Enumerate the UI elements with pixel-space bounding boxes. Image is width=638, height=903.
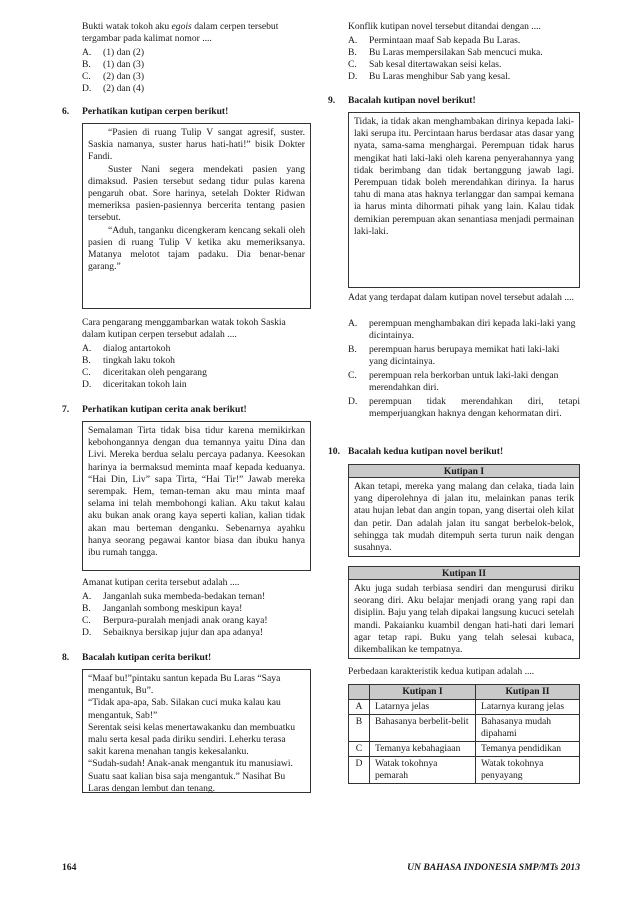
q9-passage: Tidak, ia tidak akan menghambakan dirinya kepada laki-laki serupa itu. Percintaan harus berdasar atas dasar yang nyata, sama-sama menghargai. Perempuan tidak harus mengikat hati laki-laki oleh karena penyerahannya yang tidak berimbang dan tidak bertanggung jawab lagi. Perempuan tidak boleh merendahkan dirinya. Ia harus tahu di mana atas haknya terlanggar dan sampai kemana ia harus minta dihormati pihak yang lain. Kalau tidak demikian perempuan akan senantiasa menjadi permainan laki-laki. bbox=[354, 116, 574, 237]
q10-excerpt1-title: Kutipan I bbox=[348, 464, 580, 478]
table-cell-col2: Watak tokohnya penyayang bbox=[476, 757, 580, 784]
q7-option-a-text: Janganlah suka membeda-bedakan teman! bbox=[103, 591, 266, 602]
q9-option-c[interactable]: C. bbox=[348, 370, 357, 381]
q7-title: Perhatikan kutipan cerita anak berikut! bbox=[82, 404, 247, 415]
table-row-letter: B bbox=[349, 715, 370, 742]
q6-option-b-text: tingkah laku tokoh bbox=[103, 355, 175, 366]
table-header-row bbox=[349, 685, 580, 700]
q8-passage-p4: “Sudah-sudah! Anak-anak mengantuk itu manusiawi. Suatu saat kalian bisa saja mengantuk.” Nasihat Bu Laras dengan lembut dan tenang. bbox=[88, 758, 293, 794]
q6-passage-p1: “Pasien di ruang Tulip V sangat agresif, suster. Saskia namanya, suster harus hati-hati!” bisik Dokter Fandi. bbox=[88, 127, 305, 163]
q7-option-b-text: Janganlah sombong meskipun kaya! bbox=[103, 603, 243, 614]
q5-option-d-text: (2) dan (4) bbox=[103, 83, 145, 94]
q8-option-a[interactable]: A. bbox=[348, 35, 358, 46]
table-row[interactable] bbox=[349, 700, 580, 715]
q9-option-a-text: perempuan menghambakan diri kepada laki-laki yang dicintainya. bbox=[369, 318, 576, 342]
q8-option-b-text: Bu Laras mempersilakan Sab mencuci muka. bbox=[369, 47, 543, 58]
table-row-letter: A bbox=[349, 700, 370, 715]
table-row-letter: D bbox=[349, 757, 370, 784]
q7-option-b[interactable]: B. bbox=[82, 603, 91, 614]
q6-stem: Cara pengarang menggambarkan watak tokoh Saskia dalam kutipan cerpen tersebut adalah .... bbox=[82, 317, 286, 341]
q6-title: Perhatikan kutipan cerpen berikut! bbox=[82, 106, 229, 117]
q7-stem: Amanat kutipan cerita tersebut adalah .... bbox=[82, 577, 240, 588]
q8-stem: Konflik kutipan novel tersebut ditandai dengan .... bbox=[348, 21, 541, 32]
q6-number: 6. bbox=[62, 106, 70, 117]
q5-option-d[interactable]: D. bbox=[82, 83, 92, 94]
q6-option-c-text: diceritakan oleh pengarang bbox=[103, 367, 207, 378]
table-cell-col1: Bahasanya berbelit-belit bbox=[370, 715, 476, 742]
q7-number: 7. bbox=[62, 404, 70, 415]
q6-passage-p3: “Aduh, tanganku dicengkeram kencang sekali oleh pasien di ruang Tulip V ketika aku memeriksanya. Matanya melotot tajam padaku. Dia benar-benar garang.” bbox=[88, 224, 305, 273]
q7-option-c[interactable]: C. bbox=[82, 615, 91, 626]
table-row[interactable] bbox=[349, 715, 580, 742]
q10-answer-table bbox=[348, 684, 580, 784]
q7-option-d[interactable]: D. bbox=[82, 627, 92, 638]
q10-excerpt2-box bbox=[348, 579, 580, 659]
q10-excerpt1-box bbox=[348, 477, 580, 557]
q7-passage-box bbox=[82, 421, 311, 571]
q9-option-c-text: perempuan rela berkorban untuk laki-laki dengan merendahkan diri. bbox=[369, 370, 559, 394]
q5-option-c-text: (2) dan (3) bbox=[103, 71, 145, 82]
page-number: 164 bbox=[62, 862, 77, 873]
q9-option-b-text: perempuan harus berupaya memikat hati laki-laki yang dicintainya. bbox=[369, 344, 560, 368]
q7-passage: Semalaman Tirta tidak bisa tidur karena memikirkan kebohongannya dengan dua temannya yaitu Dina dan Livi. Mereka berdua selalu percaya padanya. Keesokan harinya ia bermaksud meminta maaf kepada keduanya. “Hai Din, Liv” sapa Tirta, “Hai Tir!” Jawab mereka serempak. Hem, teman-teman aku mau minta maaf selama ini telah membohongi kalian. Aku takut kalau aku bukan anak orang kaya seperti kalian, kalian tidak akan mau berteman denganku. Sebenarnya ayahku hanya seorang pegawai kantor biasa dan ibuku hanya ibu rumah tangga. bbox=[88, 425, 305, 559]
table-cell-col1: Latarnya jelas bbox=[370, 700, 476, 715]
q8-option-c[interactable]: C. bbox=[348, 59, 357, 70]
q9-number: 9. bbox=[328, 95, 336, 106]
table-header-col1: Kutipan I bbox=[370, 685, 476, 700]
q8-passage-p1: “Maaf bu!”pintaku santun kepada Bu Laras “Saya mengantuk, Bu”. bbox=[88, 673, 281, 697]
q6-option-d-text: diceritakan tokoh lain bbox=[103, 379, 187, 390]
q6-option-d[interactable]: D. bbox=[82, 379, 92, 390]
table-cell-col1: Watak tokohnya pemarah bbox=[370, 757, 476, 784]
q10-title: Bacalah kedua kutipan novel berikut! bbox=[348, 446, 504, 457]
book-title: UN BAHASA INDONESIA SMP/MTs 2013 bbox=[407, 862, 580, 873]
table-cell-col2: Bahasanya mudah dipahami bbox=[476, 715, 580, 742]
q5-option-c[interactable]: C. bbox=[82, 71, 91, 82]
q5-option-a-text: (1) dan (2) bbox=[103, 47, 145, 58]
q5-option-b-text: (1) dan (3) bbox=[103, 59, 145, 70]
q7-option-d-text: Sebaiknya bersikap jujur dan apa adanya! bbox=[103, 627, 264, 638]
q9-option-a[interactable]: A. bbox=[348, 318, 358, 329]
table-cell-col2: Temanya pendidikan bbox=[476, 742, 580, 757]
q5-option-a[interactable]: A. bbox=[82, 47, 92, 58]
q10-stem: Perbedaan karakteristik kedua kutipan adalah .... bbox=[348, 666, 535, 677]
table-row[interactable] bbox=[349, 742, 580, 757]
q8-passage-p3: Serentak seisi kelas menertawakanku dan membuatku malu serta kesal pada diriku sendiri. Leherku terasa sakit karena menahan tangis kekesalanku. bbox=[88, 721, 295, 758]
q8-passage-p2: “Tidak apa-apa, Sab. Silakan cuci muka kalau kau mengantuk, Sab!” bbox=[88, 697, 281, 721]
q6-option-c[interactable]: C. bbox=[82, 367, 91, 378]
q6-option-a[interactable]: A. bbox=[82, 343, 92, 354]
q9-option-d-text: perempuan tidak merendahkan diri, tetapi memperjuangkan haknya dengan kehormatan diri. bbox=[369, 396, 580, 420]
q9-stem: Adat yang terdapat dalam kutipan novel tersebut adalah .... bbox=[348, 292, 574, 303]
q7-option-a[interactable]: A. bbox=[82, 591, 92, 602]
q6-passage-p2: Suster Nani segera mendekati pasien yang dimaksud. Pasien tersebut sedang tidur pulas karena pengaruh obat. Sore harinya, setelah Dokter Ridwan memeriksa pasien-pasiennya bercerita tentang pasien tersebut. bbox=[88, 163, 305, 224]
q8-option-b[interactable]: B. bbox=[348, 47, 357, 58]
table-cell-col2: Latarnya kurang jelas bbox=[476, 700, 580, 715]
q10-excerpt1: Akan tetapi, mereka yang malang dan celaka, tiada lain yang diperolehnya di jalan itu, melainkan panas terik atau hujan lebat dan angin topan, yang disertai oleh kilat dan petir. Dan adalah jalan itu sangat berbelok-belok, sehingga tak mudah ditempuh serta turun naik dengan susahnya. bbox=[354, 481, 574, 554]
table-header-blank bbox=[349, 685, 370, 700]
q7-option-c-text: Berpura-puralah menjadi anak orang kaya! bbox=[103, 615, 268, 626]
q8-option-d[interactable]: D. bbox=[348, 71, 358, 82]
q6-option-b[interactable]: B. bbox=[82, 355, 91, 366]
table-header-col2: Kutipan II bbox=[476, 685, 580, 700]
q10-excerpt2-title: Kutipan II bbox=[348, 566, 580, 580]
q8-option-d-text: Bu Laras menghibur Sab yang kesal. bbox=[369, 71, 511, 82]
q10-excerpt2: Aku juga sudah terbiasa sendiri dan mengurusi diriku seorang diri. Aku belajar menjadi orang yang rapi dan disiplin. Baju yang telah dipakai langsung kucuci setelah mandi. Pakaianku kuambil dengan hati-hati dari lemari agar tetap rapi. Buku yang telah selesai kubaca, dikembalikan ke tempatnya. bbox=[354, 583, 574, 656]
table-row[interactable] bbox=[349, 757, 580, 784]
q8-number: 8. bbox=[62, 652, 70, 663]
q8-option-a-text: Permintaan maaf Sab kepada Bu Laras. bbox=[369, 35, 521, 46]
q9-option-d[interactable]: D. bbox=[348, 396, 358, 407]
q5-option-b[interactable]: B. bbox=[82, 59, 91, 70]
q10-number: 10. bbox=[328, 446, 340, 457]
table-cell-col1: Temanya kebahagiaan bbox=[370, 742, 476, 757]
q9-title: Bacalah kutipan novel berikut! bbox=[348, 95, 476, 106]
q8-passage-box bbox=[82, 669, 311, 793]
q5-stem: Bukti watak tokoh aku egois dalam cerpen tersebut tergambar pada kalimat nomor .... bbox=[82, 21, 279, 45]
q8-option-c-text: Sab kesal ditertawakan seisi kelas. bbox=[369, 59, 502, 70]
q9-passage-box bbox=[348, 112, 580, 288]
q9-option-b[interactable]: B. bbox=[348, 344, 357, 355]
q6-passage-box bbox=[82, 123, 311, 309]
q5-emphasis: egois bbox=[171, 21, 192, 32]
table-row-letter: C bbox=[349, 742, 370, 757]
q6-option-a-text: dialog antartokoh bbox=[103, 343, 171, 354]
q8-title: Bacalah kutipan cerita berikut! bbox=[82, 652, 212, 663]
